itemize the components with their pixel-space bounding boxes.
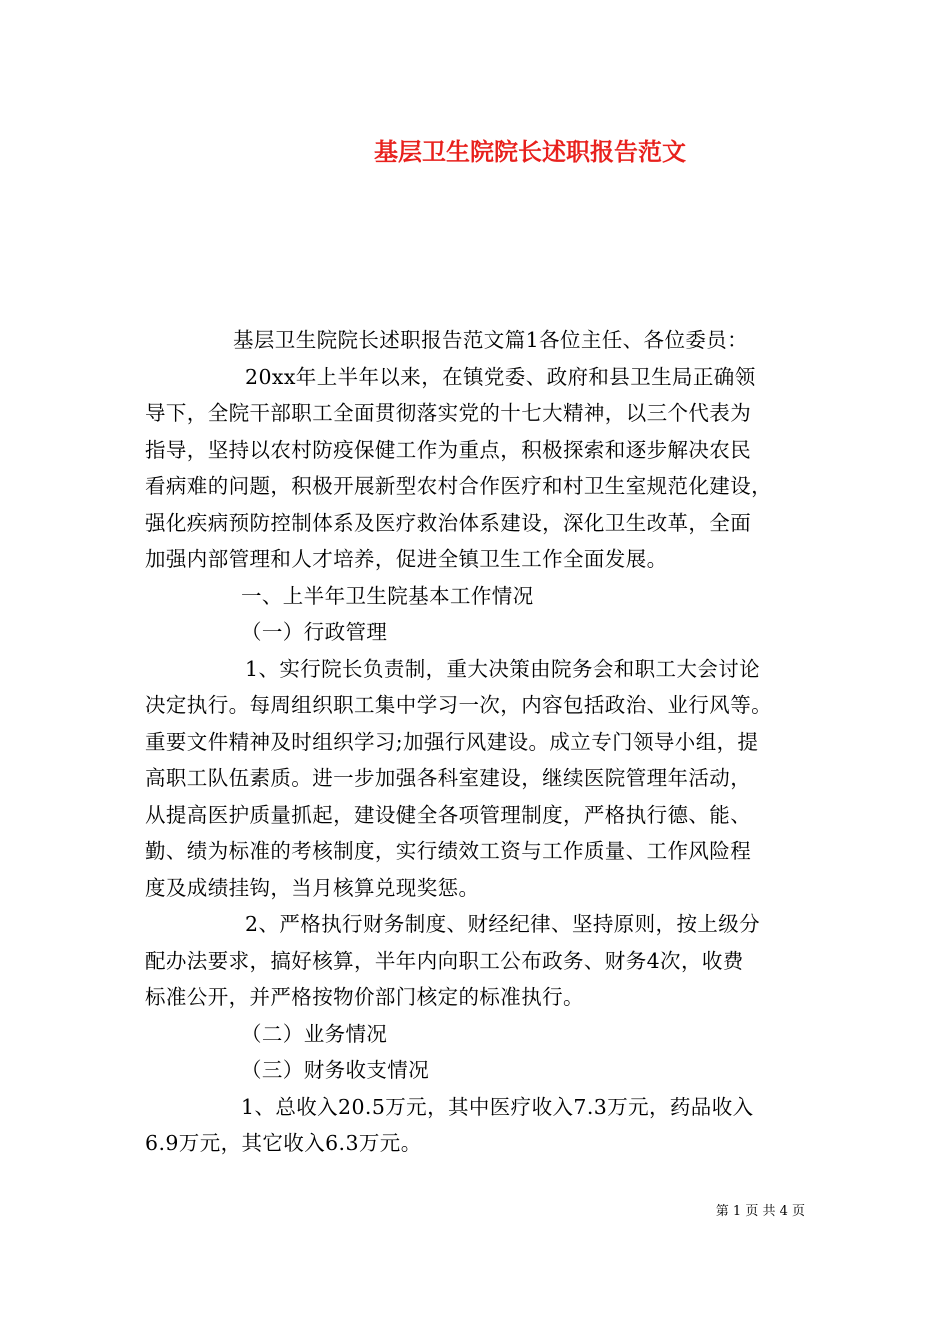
body-line: 勤、绩为标准的考核制度，实行绩效工资与工作质量、工作风险程 bbox=[145, 839, 752, 863]
body-line: 度及成绩挂钩，当月核算兑现奖惩。 bbox=[145, 875, 480, 900]
body-line: 决定执行。每周组织职工集中学习一次，内容包括政治、业行风等。 bbox=[145, 693, 772, 717]
section-heading: 一、上半年卫生院基本工作情况 bbox=[241, 583, 534, 608]
body-line: 指导，坚持以农村防疫保健工作为重点，积极探索和逐步解决农民 bbox=[145, 437, 752, 462]
subsection-heading: （三）财务收支情况 bbox=[241, 1058, 430, 1082]
body-line: 配办法要求，搞好核算，半年内向职工公布政务、财务4次，收费 bbox=[145, 948, 744, 973]
body-line: 1、实行院长负责制，重大决策由院务会和职工大会讨论 bbox=[245, 656, 761, 681]
document-title: 基层卫生院院长述职报告范文 bbox=[374, 137, 686, 166]
body-line: 标准公开，并严格按物价部门核定的标准执行。 bbox=[145, 985, 584, 1009]
body-line: 20xx年上半年以来，在镇党委、政府和县卫生局正确领 bbox=[245, 364, 756, 389]
subsection-heading: （二）业务情况 bbox=[241, 1021, 388, 1046]
body-line: 重要文件精神及时组织学习;加强行风建设。成立专门领导小组，提 bbox=[145, 729, 759, 754]
body-line: 高职工队伍素质。进一步加强各科室建设，继续医院管理年活动， bbox=[145, 766, 752, 790]
body-line: 强化疾病预防控制体系及医疗救治体系建设，深化卫生改革，全面 bbox=[145, 510, 752, 535]
body-line: 看病难的问题，积极开展新型农村合作医疗和村卫生室规范化建设， bbox=[145, 474, 772, 498]
body-line: 基层卫生院院长述职报告范文篇1各位主任、各位委员： bbox=[233, 328, 749, 352]
body-line: 2、严格执行财务制度、财经纪律、坚持原则，按上级分 bbox=[245, 912, 761, 936]
body-line: 1、总收入20.5万元，其中医疗收入7.3万元，药品收入 bbox=[241, 1094, 754, 1119]
page-number: 第 1 页 共 4 页 bbox=[715, 1204, 805, 1219]
body-line: 6.9万元，其它收入6.3万元。 bbox=[145, 1131, 422, 1155]
document-body bbox=[145, 322, 810, 1162]
body-line: 加强内部管理和人才培养，促进全镇卫生工作全面发展。 bbox=[145, 547, 668, 571]
body-line: 导下，全院干部职工全面贯彻落实党的十七大精神，以三个代表为 bbox=[145, 401, 752, 425]
body-line: 从提高医护质量抓起，建设健全各项管理制度，严格执行德、能、 bbox=[145, 802, 752, 827]
subsection-heading: （一）行政管理 bbox=[241, 620, 388, 644]
